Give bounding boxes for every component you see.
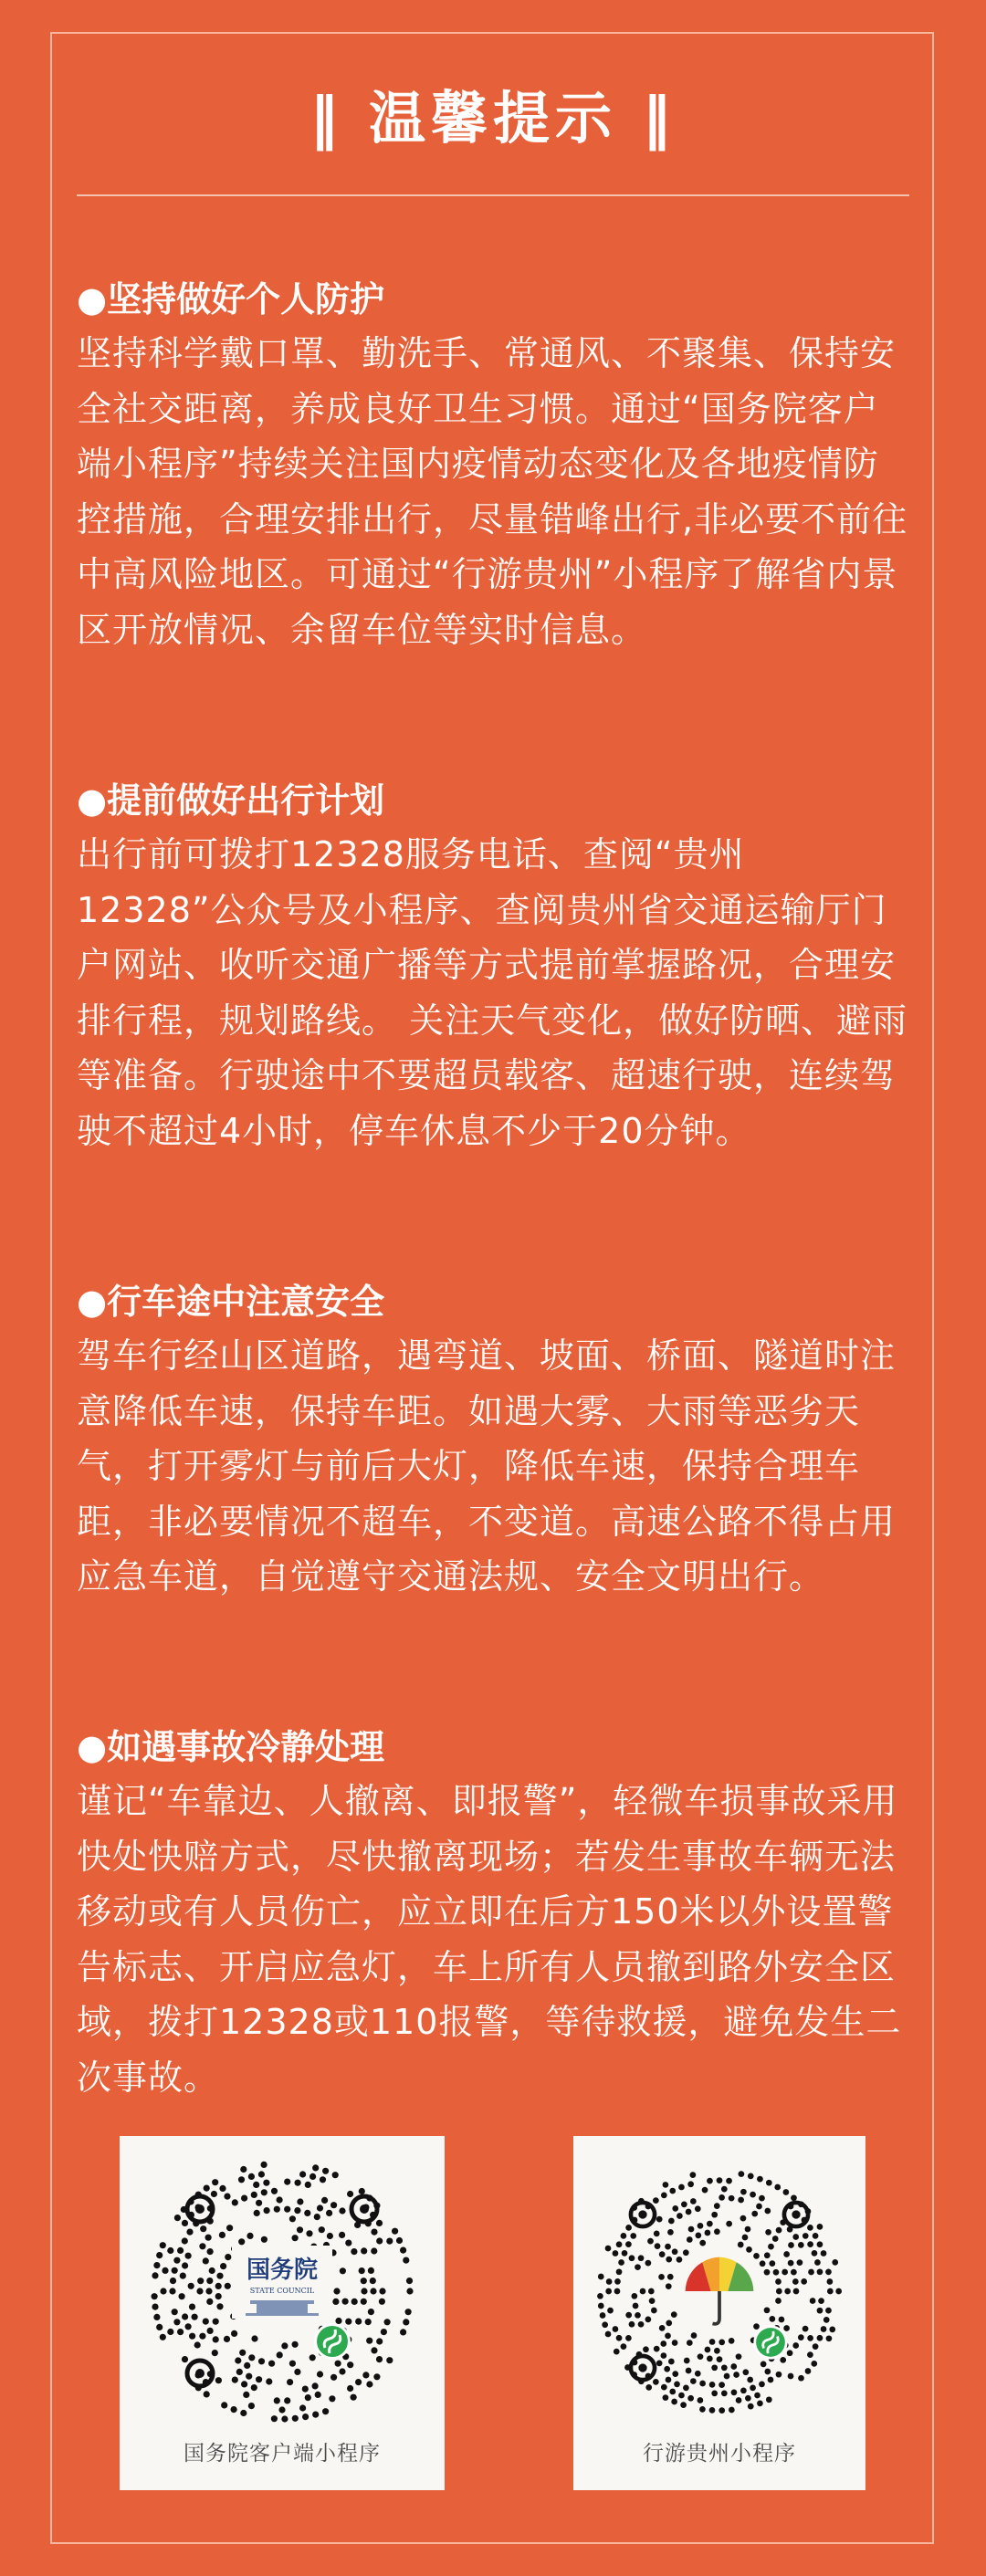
- qr-caption: 行游贵州小程序: [643, 2442, 796, 2466]
- qr-caption: 国务院客户端小程序: [184, 2442, 381, 2466]
- section-body: 谨记“车靠边、人撤离、即报警”，轻微车损事故采用快处快赔方式，尽快撤离现场；若发生事故车辆无法移动或有人员伤亡，应立即在后方150米以外设置警告标志、开启应急灯，车上所有人员撤到路外安全区域，拨打12328或110报警，等待救援，避免发生二次事故。: [77, 1781, 902, 2098]
- logo-text: 国务院: [246, 2257, 319, 2284]
- section-body: 坚持科学戴口罩、勤洗手、常通风、不聚集、保持安全社交距离，养成良好卫生习惯。通过“国务院客户端小程序”持续关注国内疫情动态变化及各地疫情防控措施，合理安排出行，尽量错峰出行,非必要不前往中高风险地区。可通过“行游贵州”小程序了解省内景区开放情况、余留车位等实时信息。: [77, 333, 908, 650]
- section-heading: ●行车途中注意安全: [77, 1282, 385, 1322]
- wechat-miniprogram-icon: [756, 2328, 785, 2357]
- qr-code-guowuyuan: [145, 2154, 419, 2428]
- section-personal-protection: [77, 273, 909, 657]
- section-heading: ●提前做好出行计划: [77, 780, 385, 821]
- page-title: ‖ 温馨提示 ‖: [309, 85, 677, 152]
- wechat-miniprogram-icon: [317, 2326, 348, 2357]
- title-divider: [77, 194, 909, 196]
- section-driving-safety: [77, 1275, 909, 1605]
- section-body: 出行前可拨打12328服务电话、查阅“贵州12328”公众号及小程序、查阅贵州省交通运输厅门户网站、收听交通广播等方式提前掌握路况，合理安排行程，规划路线。 关注天气变化，做好防晒、避雨等准备。行驶途中不要超员载客、超速行驶，连续驾驶不超过4小时，停车休息不少于20分钟。: [77, 834, 908, 1151]
- guowuyuan-logo-icon: [246, 2300, 319, 2316]
- qr-card-guowuyuan[interactable]: [120, 2136, 445, 2490]
- section-heading: ●坚持做好个人防护: [77, 279, 385, 319]
- qr-card-xingyouguizhou[interactable]: [573, 2136, 865, 2490]
- logo-subtext: STATE COUNCIL: [249, 2287, 315, 2295]
- section-accident-handling: [77, 1721, 909, 2105]
- section-body: 驾车行经山区道路，遇弯道、坡面、桥面、隧道时注意降低车速，保持车距。如遇大雾、大雨等恶劣天气，打开雾灯与前后大灯，降低车速，保持合理车距，非必要情况不超车，不变道。高速公路不得占用应急车道，自觉遵守交通法规、安全文明出行。: [77, 1335, 897, 1597]
- section-travel-plan: [77, 774, 909, 1158]
- qr-code-xingyouguizhou: [592, 2154, 847, 2428]
- section-heading: ●如遇事故冷静处理: [77, 1727, 385, 1767]
